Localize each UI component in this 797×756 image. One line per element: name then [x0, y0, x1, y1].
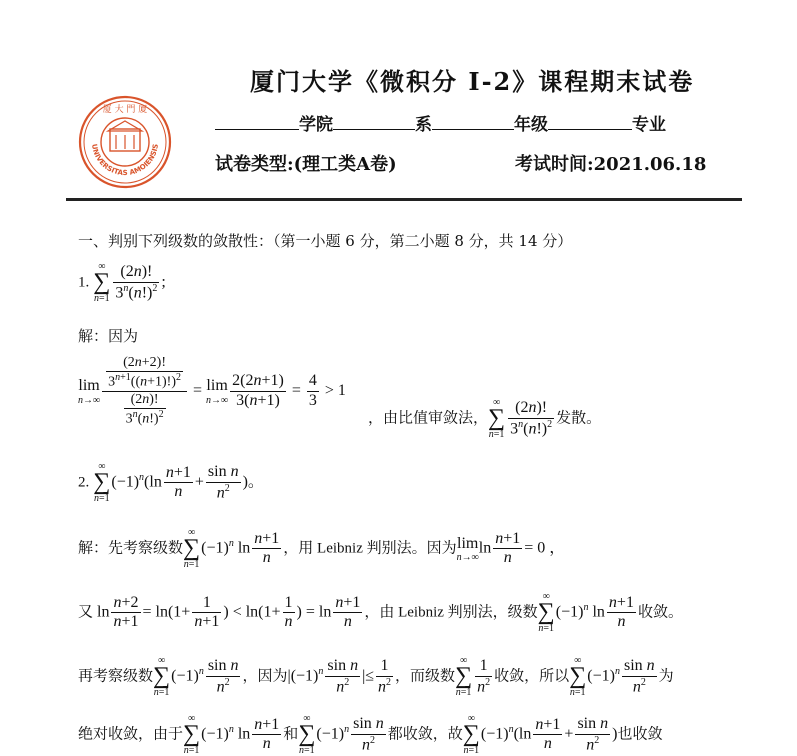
q2-p1-b: ，用 Leibniz 判别法。因为 — [283, 540, 457, 557]
college-label: 学院 — [299, 115, 333, 135]
question-1: 1. ∞ ∑ n=1 $\frac{(2n)!}{3^n(n!)^2}$ ; — [78, 261, 166, 304]
q2-paragraph-4: 绝对收敛，由于 ∞ ∑ n=1 $(-1)^n$ ln $\frac{n+1}{n}$ 和 ∞ ∑ n=1 $(-1)^n$ $\frac{\text{sin n}}{n^2}$ 都收敛，故 ∞ ∑ n=1 $(-1)^n(\ln$ $\frac{n+1}{n}$ + $\frac{\text{sin n}}{n^2}$ )也收敛 — [78, 713, 663, 756]
q2-p4-b: 和 — [283, 726, 299, 743]
q2-p3-b: ，因为 — [242, 668, 288, 685]
grade-label: 年级 — [514, 115, 548, 135]
question-2: 2. ∞ ∑ n=1 $(-1)^n(\ln$ $\frac{n+1}{n}$ + $\frac{\text{sin n}}{n^2}$ )。 — [78, 461, 264, 504]
q2-p3-d: 收敛，所以 — [494, 668, 570, 685]
page-title: 厦门大学《微积分 I-2》课程期末试卷 — [250, 67, 695, 96]
grade-blank — [432, 111, 514, 130]
q1-conclusion-text: ，由比值审敛法， — [368, 410, 489, 427]
q2-p1-a: 解：先考察级数 — [78, 540, 184, 557]
major-label: 专业 — [632, 115, 666, 135]
q2-paragraph-1: 解：先考察级数 ∞ ∑ n=1 $(-1)^n$ ln $\frac{n+1}{n}$ ，用 Leibniz 判别法。因为lim n→∞ ln $\frac{n+1}{n}$ = 0 ， — [78, 527, 566, 570]
question-1-label: 1. — [78, 274, 90, 291]
q1-ratio-limit: lim n→∞ $\frac{\frac{(2n+2)!}{3^{n+1}((n+1)!)^2}}{\frac{(2n)!}{3^n(n!)^2}}$ = lim n→∞ $\frac{2(2n+1)}{3(n+1)}$ = $\frac{4}{3}$ > 1 — [78, 355, 346, 427]
department-blank — [333, 111, 415, 130]
seal-ring-text: UNIVERSITAS AMOIENSIS — [89, 143, 160, 178]
q2-p2-a: 又 — [78, 604, 94, 621]
q2-p3-a: 再考察级数 — [78, 668, 154, 685]
q1-diverge-text: 发散。 — [556, 410, 602, 427]
section-heading: 一、判别下列级数的敛散性：（第一小题 6 分，第二小题 8 分，共 14 分） — [78, 232, 573, 250]
q2-p4-c: 都收敛，故 — [387, 726, 463, 743]
q2-p4-d: 也收敛 — [617, 726, 663, 743]
seal-top-text: 厦 大 門 廈 — [102, 105, 148, 115]
department-line — [215, 110, 666, 135]
q2-p4-a: 绝对收敛，由于 — [78, 726, 184, 743]
q2-paragraph-2: 又 ln $\frac{n+2}{n+1}$ = ln(1+ $\frac{1}{n+1}$ ) < ln(1+ $\frac{1}{n}$ ) = ln $\frac{n+1}{n}$ ，由 Leibniz 判别法，级数 ∞ ∑ n=1 $(-1)^n$ ln $\frac{n+1}{n}$ 收敛。 — [78, 591, 683, 634]
question-2-label: 2. — [78, 474, 90, 491]
q2-p2-b: ，由 Leibniz 判别法，级数 — [364, 604, 538, 621]
q2-p3-c: ，而级数 — [395, 668, 456, 685]
q2-p3-e: 为 — [658, 668, 674, 685]
college-blank — [215, 111, 299, 130]
department-label: 系 — [415, 115, 432, 135]
q2-p2-c: 收敛。 — [637, 604, 683, 621]
exam-type: 试卷类型:(理工类A卷) — [215, 154, 397, 175]
q2-paragraph-3: 再考察级数 ∞ ∑ n=1 $(-1)^n$ $\frac{\text{sin n}}{n^2}$ ，因为$|(-1)^n$ $\frac{\text{sin n}}{n^2}$ |≤ $\frac{1}{n^2}$ ，而级数 ∞ ∑ n=1 $\frac{1}{n^2}$ 收敛，所以 ∞ ∑ n=1 $(-1)^n$ $\frac{\text{sin n}}{n^2}$ 为 — [78, 655, 674, 698]
header-divider — [66, 198, 742, 201]
major-blank — [548, 111, 632, 130]
q1-solution-label: 解：因为 — [78, 327, 139, 345]
university-seal — [78, 95, 172, 189]
q1-conclusion: ，由比值审敛法， ∞ ∑ n=1 $\frac{(2n)!}{3^n(n!)^2}$ 发散。 — [368, 397, 602, 440]
exam-time: 考试时间:2021.06.18 — [515, 154, 707, 175]
exam-info-line — [215, 150, 707, 176]
